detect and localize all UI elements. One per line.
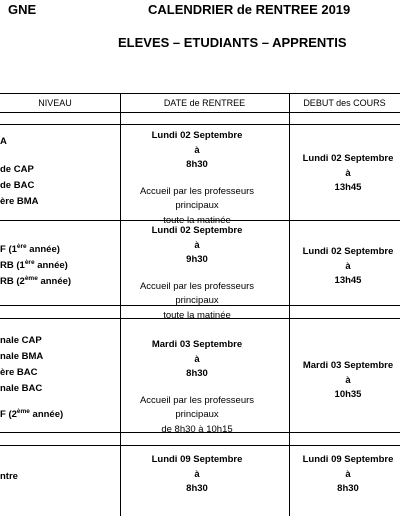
document-title: CALENDRIER de RENTREE 2019 bbox=[148, 2, 351, 17]
debut-a: à bbox=[345, 167, 351, 179]
date-day: Mardi 03 Septembre bbox=[151, 339, 243, 350]
note-line: toute la matinée bbox=[163, 214, 231, 226]
note-line: Accueil par les professeurs principaux bbox=[139, 394, 255, 420]
debut-day: Lundi 02 Septembre bbox=[302, 246, 394, 257]
debut-day: Lundi 09 Septembre bbox=[302, 454, 394, 465]
niveau-line: ère BMA bbox=[0, 196, 39, 207]
niveau-line: nale BAC bbox=[0, 383, 43, 394]
debut-cell bbox=[289, 359, 400, 403]
niveau-line: F (2ème année) bbox=[0, 407, 64, 420]
date-a: à bbox=[194, 353, 200, 365]
date-day: Lundi 02 Septembre bbox=[151, 130, 243, 141]
note-line: toute la matinée bbox=[163, 309, 231, 321]
date-a: à bbox=[194, 144, 200, 156]
debut-cell bbox=[289, 453, 400, 497]
column-header-debut-cours: DEBUT des COURS bbox=[303, 98, 386, 108]
debut-cell bbox=[289, 152, 400, 196]
date-cell bbox=[120, 453, 274, 497]
date-time: 9h30 bbox=[186, 254, 208, 265]
niveau-line: RB (2ème année) bbox=[0, 274, 72, 287]
document-subtitle: ELEVES – ETUDIANTS – APPRENTIS bbox=[118, 35, 347, 50]
niveau-line: ère BAC bbox=[0, 367, 38, 378]
niveau-cell bbox=[0, 134, 120, 210]
niveau-line: de BAC bbox=[0, 180, 35, 191]
column-header-niveau: NIVEAU bbox=[38, 98, 72, 108]
date-time: 8h30 bbox=[186, 483, 208, 494]
niveau-line: RB (1ère année) bbox=[0, 258, 68, 271]
debut-time: 13h45 bbox=[334, 182, 362, 193]
niveau-cell bbox=[0, 333, 120, 423]
date-time: 8h30 bbox=[186, 159, 208, 170]
debut-day: Lundi 02 Septembre bbox=[302, 153, 394, 164]
debut-day: Mardi 03 Septembre bbox=[302, 360, 394, 371]
debut-a: à bbox=[345, 468, 351, 480]
debut-time: 8h30 bbox=[337, 483, 359, 494]
niveau-line: nale BMA bbox=[0, 351, 44, 362]
date-cell bbox=[120, 129, 274, 228]
debut-cell bbox=[289, 245, 400, 289]
date-cell bbox=[120, 224, 274, 323]
date-a: à bbox=[194, 239, 200, 251]
note-line: Accueil par les professeurs principaux bbox=[139, 185, 255, 211]
niveau-line: F (1ère année) bbox=[0, 242, 60, 255]
niveau-cell bbox=[0, 242, 120, 290]
niveau-line: ntre bbox=[0, 471, 18, 482]
column-header-date-rentree: DATE de RENTREE bbox=[163, 98, 246, 108]
note-line: de 8h30 à 10h15 bbox=[161, 423, 233, 435]
date-cell bbox=[120, 338, 274, 437]
header-left-fragment: GNE bbox=[8, 2, 37, 17]
date-time: 8h30 bbox=[186, 368, 208, 379]
debut-time: 10h35 bbox=[334, 389, 362, 400]
niveau-line: A bbox=[0, 136, 7, 147]
niveau-cell bbox=[0, 469, 120, 485]
note-line: Accueil par les professeurs principaux bbox=[139, 280, 255, 306]
date-day: Lundi 09 Septembre bbox=[151, 454, 243, 465]
debut-a: à bbox=[345, 374, 351, 386]
niveau-line: nale CAP bbox=[0, 335, 42, 346]
date-a: à bbox=[194, 468, 200, 480]
debut-a: à bbox=[345, 260, 351, 272]
debut-time: 13h45 bbox=[334, 275, 362, 286]
niveau-line: de CAP bbox=[0, 164, 34, 175]
date-day: Lundi 02 Septembre bbox=[151, 225, 243, 236]
